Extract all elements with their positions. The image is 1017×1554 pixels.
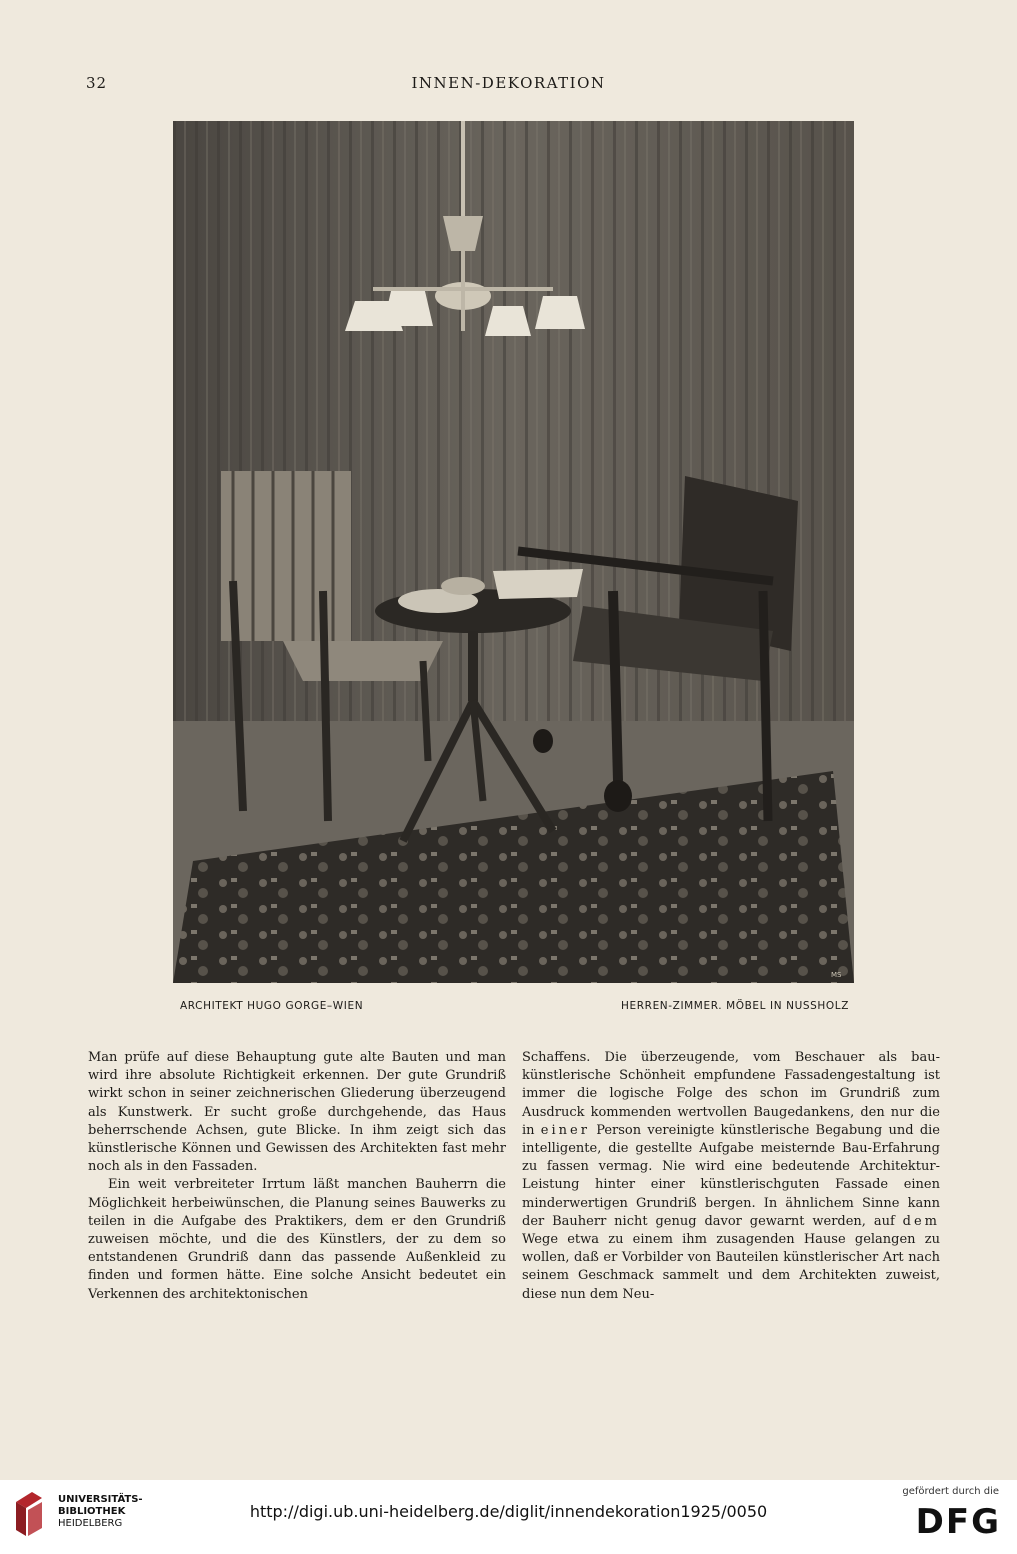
- text-column-left: [88, 1049, 506, 1304]
- dfg-logo: DFG: [915, 1502, 1001, 1542]
- text-run: Schaffens. Die überzeugende, vom Beschauer als baukünstlerische Schönheit empfundene Fassadengestaltung ist immer die logische Folge des schon im Grundriß zum Ausdruck kommenden wertvollen Baugedankens, den nur die in: [522, 1050, 940, 1138]
- page-number: 32: [86, 74, 108, 92]
- digitization-footer: [0, 1480, 1017, 1554]
- interior-photograph: [173, 121, 854, 983]
- plate-mark: MS: [831, 971, 842, 979]
- paragraph: [522, 1049, 940, 1304]
- paragraph: Ein weit verbreiteter Irrtum läßt manchen Bauherrn die Möglichkeit herbeiwünschen, die Planung seines Bauwerks zu teilen in die Aufgabe des Praktikers, dem er den Grundriß zuweisen möchte, und die des Künstlers, der zu dem so entstandenen Grundriß dann das passende Außenkleid zu finden und formen hätte. Eine solche Ansicht bedeutet ein Verkennen des architektonischen: [88, 1177, 506, 1302]
- spaced-emphasis: einer: [540, 1122, 590, 1138]
- caption-architect: ARCHITEKT HUGO GORGE–WIEN: [180, 1000, 364, 1012]
- running-title: INNEN-DEKORATION: [411, 74, 606, 92]
- funded-by-label: gefördert durch die: [902, 1486, 999, 1497]
- library-line: HEIDELBERG: [58, 1518, 123, 1529]
- text-run: Wege etwa zu einem ihm zusagenden Hause gelangen zu wollen, daß er Vorbilder von Bauteilen künstlerischer Art nach seinem Geschmack sammelt und dem Architekten zuweist, diese nun dem Neu-: [522, 1232, 940, 1302]
- permalink-url[interactable]: http://digi.ub.uni-heidelberg.de/diglit/innendekoration1925/0050: [249, 1502, 768, 1521]
- spaced-emphasis: dem: [902, 1213, 940, 1229]
- library-line: UNIVERSITÄTS-: [58, 1494, 143, 1505]
- text-run: Person vereinigte künstlerische Begabung und die intelligente, die gestellte Aufgabe meisternde Bau-Erfahrung zu fassen vermag. Nie wird eine bedeutende Architektur-Leistung hinter einer künstlerischguten Fassade einen minderwertigen Grundriß bergen. In ähnlichem Sinne kann der Bauherr nicht genug davor gewarnt werden, auf: [522, 1122, 940, 1229]
- text-column-right: [522, 1049, 940, 1304]
- library-line: BIBLIOTHEK: [58, 1506, 126, 1517]
- photograph-interior-icon: [173, 121, 854, 983]
- paragraph: Man prüfe auf diese Behauptung gute alte Bauten und man wird ihre absolute Richtigkeit erkennen. Der gute Grundriß wirkt schon in seiner zeichnerischen Gliederung überzeugend als Kunstwerk. Er sucht große durchgehende, das Haus beherrschende Achsen, gute Blicke. In ihm zeigt sich das künstlerische Können und Gewissen des Architekten fast mehr noch als in den Fassaden.: [88, 1050, 506, 1175]
- caption-room: HERREN-ZIMMER. MÖBEL IN NUSSHOLZ: [621, 1000, 849, 1012]
